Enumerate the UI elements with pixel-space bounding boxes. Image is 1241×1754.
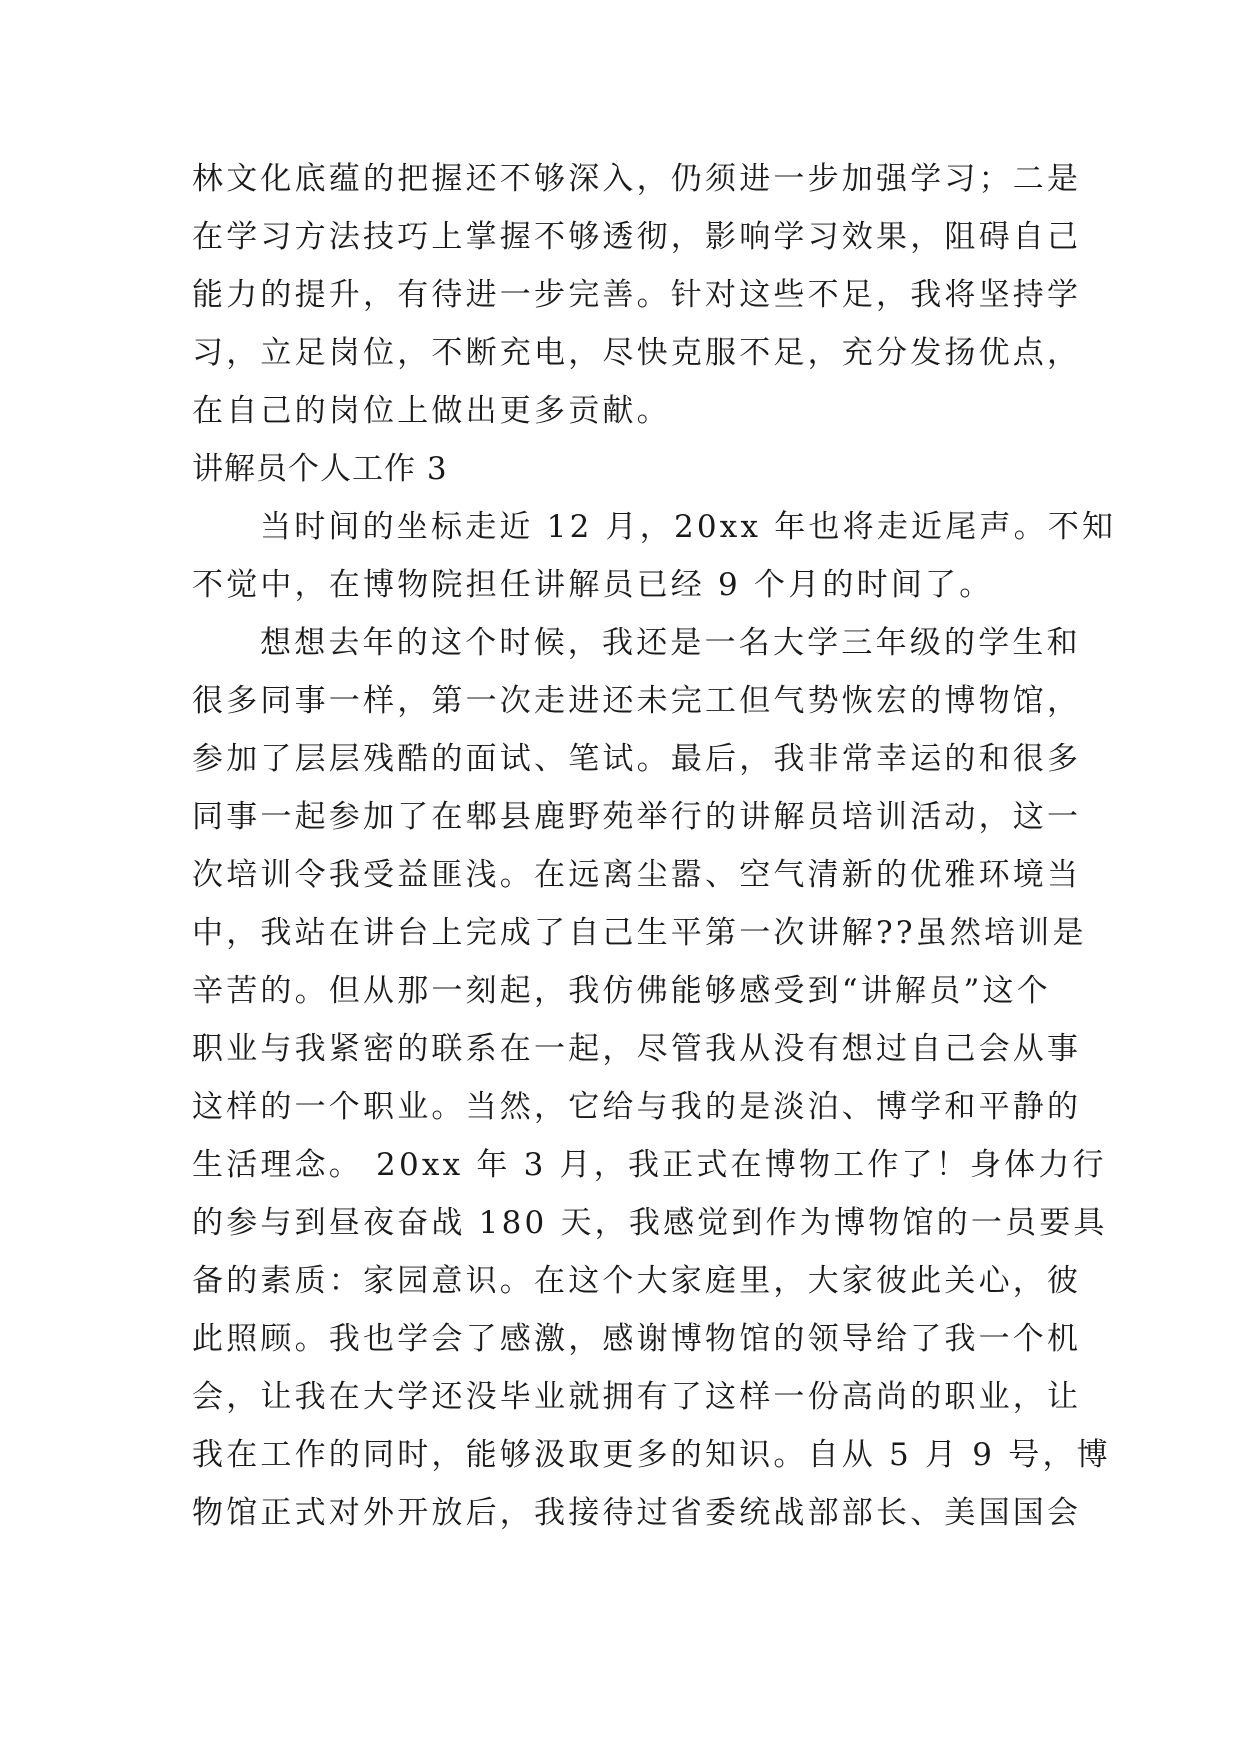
section-heading: 讲解员个人工作 3: [192, 451, 448, 487]
text-line: 物馆正式对外开放后，我接待过省委统战部部长、美国国会: [192, 1495, 1082, 1531]
text-line: 当时间的坐标走近 12 月，20xx 年也将走近尾声。不知: [260, 509, 1117, 545]
text-line: 参加了层层残酷的面试、笔试。最后，我非常幸运的和很多: [192, 741, 1082, 777]
text-line: 我在工作的同时，能够汲取更多的知识。自从 5 月 9 号，博: [192, 1437, 1111, 1473]
text-line: 不觉中，在博物院担任讲解员已经 9 个月的时间了。: [192, 567, 994, 603]
text-line: 备的素质：家园意识。在这个大家庭里，大家彼此关心，彼: [192, 1263, 1082, 1299]
continued-paragraph: [192, 150, 1082, 440]
document-body: [192, 150, 1117, 1542]
text-line: 生活理念。 20xx 年 3 月，我正式在博物工作了！身体力行: [192, 1147, 1107, 1183]
text-line: 中，我站在讲台上完成了自己生平第一次讲解??虽然培训是: [192, 915, 1087, 951]
text-line: 次培训令我受益匪浅。在远离尘嚣、空气清新的优雅环境当: [192, 857, 1082, 893]
text-line: 这样的一个职业。当然，它给与我的是淡泊、博学和平静的: [192, 1089, 1082, 1125]
text-line: 习，立足岗位，不断充电，尽快克服不足，充分发扬优点，: [192, 335, 1082, 371]
text-line: 会，让我在大学还没毕业就拥有了这样一份高尚的职业，让: [192, 1379, 1082, 1415]
text-line: 在自己的岗位上做出更多贡献。: [192, 393, 671, 429]
text-line: 很多同事一样，第一次走进还未完工但气势恢宏的博物馆，: [192, 683, 1082, 719]
paragraph: [192, 614, 1111, 1542]
paragraph: [192, 498, 1117, 614]
text-line: 在学习方法技巧上掌握不够透彻，影响学习效果，阻碍自己: [192, 219, 1082, 255]
text-line: 能力的提升，有待进一步完善。针对这些不足，我将坚持学: [192, 277, 1082, 313]
text-line: 职业与我紧密的联系在一起，尽管我从没有想过自己会从事: [192, 1031, 1082, 1067]
text-line: 林文化底蕴的把握还不够深入，仍须进一步加强学习；二是: [192, 161, 1082, 197]
text-line: 辛苦的。但从那一刻起，我仿佛能够感受到“讲解员”这个: [192, 973, 1051, 1009]
text-line: 想想去年的这个时候，我还是一名大学三年级的学生和: [260, 625, 1081, 661]
text-line: 的参与到昼夜奋战 180 天，我感觉到作为博物馆的一员要具: [192, 1205, 1108, 1241]
text-line: 同事一起参加了在郫县鹿野苑举行的讲解员培训活动，这一: [192, 799, 1082, 835]
text-line: 此照顾。我也学会了感激，感谢博物馆的领导给了我一个机: [192, 1321, 1082, 1357]
